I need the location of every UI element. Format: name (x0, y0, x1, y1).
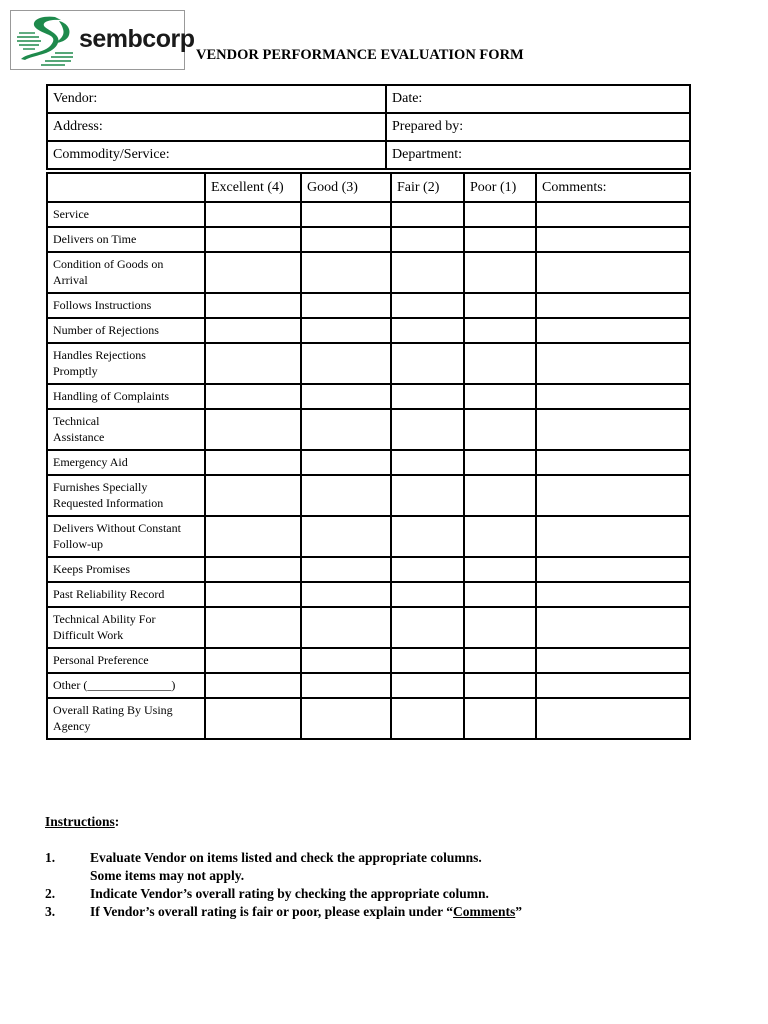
rating-cell-poor[interactable] (464, 698, 536, 739)
rating-cell-fair[interactable] (391, 582, 464, 607)
instruction-item: 2. Indicate Vendor’s overall rating by checking the appropriate column. (45, 886, 489, 901)
criteria-row (47, 673, 690, 698)
rating-cell-good[interactable] (301, 202, 391, 227)
criteria-label: Technical Ability For Difficult Work (47, 607, 205, 648)
criteria-label: Delivers on Time (47, 227, 205, 252)
criteria-row (47, 475, 690, 516)
department-field[interactable]: Department: (386, 141, 690, 169)
rating-cell-comments[interactable] (536, 343, 690, 384)
rating-cell-excellent[interactable] (205, 409, 301, 450)
date-field[interactable]: Date: (386, 85, 690, 113)
criteria-row (47, 252, 690, 293)
criteria-label: Furnishes Specially Requested Information (47, 475, 205, 516)
prepared-by-field[interactable]: Prepared by: (386, 113, 690, 141)
criteria-row (47, 318, 690, 343)
rating-cell-poor[interactable] (464, 450, 536, 475)
rating-cell-poor[interactable] (464, 607, 536, 648)
header-fields-table (46, 84, 691, 170)
vendor-field[interactable]: Vendor: (47, 85, 386, 113)
criteria-row (47, 202, 690, 227)
rating-cell-comments[interactable] (536, 673, 690, 698)
rating-cell-comments[interactable] (536, 582, 690, 607)
commodity-service-field[interactable]: Commodity/Service: (47, 141, 386, 169)
rating-cell-comments[interactable] (536, 557, 690, 582)
rating-cell-fair[interactable] (391, 252, 464, 293)
address-field[interactable]: Address: (47, 113, 386, 141)
rating-cell-fair[interactable] (391, 475, 464, 516)
instruction-item: 3. If Vendor’s overall rating is fair or poor, please explain under “Comments” (45, 904, 523, 919)
rating-cell-comments[interactable] (536, 648, 690, 673)
criteria-label: Past Reliability Record (47, 582, 205, 607)
rating-table (46, 172, 691, 740)
rating-cell-fair[interactable] (391, 293, 464, 318)
criteria-label: Personal Preference (47, 648, 205, 673)
rating-cell-good[interactable] (301, 648, 391, 673)
rating-cell-comments[interactable] (536, 293, 690, 318)
rating-cell-good[interactable] (301, 475, 391, 516)
rating-cell-fair[interactable] (391, 607, 464, 648)
instruction-item: 1. Evaluate Vendor on items listed and check the appropriate columns. Some items may not apply. (45, 850, 482, 883)
rating-cell-excellent[interactable] (205, 343, 301, 384)
criteria-row (47, 343, 690, 384)
rating-cell-comments[interactable] (536, 698, 690, 739)
rating-cell-poor[interactable] (464, 293, 536, 318)
comments-reference: Comments (453, 904, 516, 919)
rating-cell-fair[interactable] (391, 557, 464, 582)
rating-cell-excellent[interactable] (205, 227, 301, 252)
rating-cell-excellent[interactable] (205, 475, 301, 516)
rating-cell-good[interactable] (301, 450, 391, 475)
rating-cell-comments[interactable] (536, 252, 690, 293)
rating-cell-excellent[interactable] (205, 202, 301, 227)
rating-cell-excellent[interactable] (205, 516, 301, 557)
rating-cell-good[interactable] (301, 384, 391, 409)
criteria-row (47, 582, 690, 607)
sembcorp-logo (10, 10, 195, 70)
rating-cell-fair[interactable] (391, 318, 464, 343)
rating-cell-good[interactable] (301, 557, 391, 582)
rating-cell-excellent[interactable] (205, 698, 301, 739)
rating-cell-excellent[interactable] (205, 293, 301, 318)
rating-cell-poor[interactable] (464, 227, 536, 252)
rating-cell-good[interactable] (301, 698, 391, 739)
rating-cell-good[interactable] (301, 607, 391, 648)
rating-cell-excellent[interactable] (205, 607, 301, 648)
rating-cell-fair[interactable] (391, 516, 464, 557)
brand-name: sembcorp (79, 25, 195, 53)
rating-cell-fair[interactable] (391, 202, 464, 227)
criteria-row (47, 607, 690, 648)
rating-cell-poor[interactable] (464, 384, 536, 409)
criteria-label: Condition of Goods on Arrival (47, 252, 205, 293)
criteria-label: Overall Rating By Using Agency (47, 698, 205, 739)
rating-cell-excellent[interactable] (205, 673, 301, 698)
rating-cell-comments[interactable] (536, 384, 690, 409)
rating-cell-good[interactable] (301, 343, 391, 384)
rating-cell-good[interactable] (301, 293, 391, 318)
column-header-excellent: Excellent (4) (205, 173, 301, 202)
rating-cell-comments[interactable] (536, 318, 690, 343)
rating-cell-comments[interactable] (536, 202, 690, 227)
criteria-label: Other (______________) (47, 673, 205, 698)
rating-cell-good[interactable] (301, 673, 391, 698)
criteria-header (47, 173, 205, 202)
rating-cell-poor[interactable] (464, 673, 536, 698)
criteria-row (47, 698, 690, 739)
rating-cell-excellent[interactable] (205, 648, 301, 673)
rating-cell-fair[interactable] (391, 673, 464, 698)
criteria-row (47, 450, 690, 475)
rating-cell-poor[interactable] (464, 252, 536, 293)
criteria-label: Service (47, 202, 205, 227)
rating-cell-fair[interactable] (391, 409, 464, 450)
criteria-row (47, 648, 690, 673)
column-header-fair: Fair (2) (391, 173, 464, 202)
rating-cell-good[interactable] (301, 409, 391, 450)
instructions-heading: Instructions (45, 814, 115, 829)
criteria-label: Handling of Complaints (47, 384, 205, 409)
rating-cell-comments[interactable] (536, 409, 690, 450)
criteria-label: Follows Instructions (47, 293, 205, 318)
rating-cell-excellent[interactable] (205, 582, 301, 607)
rating-cell-comments[interactable] (536, 607, 690, 648)
rating-cell-excellent[interactable] (205, 318, 301, 343)
criteria-row (47, 409, 690, 450)
instructions: Instructions: 1. Evaluate Vendor on items listed and check the appropriate columns. Some items may not apply. 2. Indicate Vendor’s overall rating by checking the appropriate column. 3. If Vendor’s overall rating is fair or poor, please explain under “Comments” (45, 813, 735, 921)
column-header-comments: Comments: (536, 173, 690, 202)
rating-cell-poor[interactable] (464, 202, 536, 227)
rating-cell-fair[interactable] (391, 698, 464, 739)
rating-cell-good[interactable] (301, 516, 391, 557)
rating-cell-good[interactable] (301, 227, 391, 252)
rating-cell-excellent[interactable] (205, 557, 301, 582)
rating-cell-good[interactable] (301, 582, 391, 607)
rating-cell-poor[interactable] (464, 409, 536, 450)
rating-cell-fair[interactable] (391, 343, 464, 384)
rating-cell-poor[interactable] (464, 516, 536, 557)
rating-cell-poor[interactable] (464, 343, 536, 384)
rating-cell-excellent[interactable] (205, 252, 301, 293)
sembcorp-swoosh-icon (15, 13, 77, 69)
rating-cell-poor[interactable] (464, 648, 536, 673)
criteria-row (47, 293, 690, 318)
criteria-label: Keeps Promises (47, 557, 205, 582)
column-header-poor: Poor (1) (464, 173, 536, 202)
form-title: VENDOR PERFORMANCE EVALUATION FORM (196, 47, 524, 63)
rating-cell-good[interactable] (301, 318, 391, 343)
criteria-label: Emergency Aid (47, 450, 205, 475)
criteria-label: Number of Rejections (47, 318, 205, 343)
criteria-row (47, 384, 690, 409)
column-header-good: Good (3) (301, 173, 391, 202)
criteria-label: Technical Assistance (47, 409, 205, 450)
criteria-row (47, 557, 690, 582)
rating-cell-poor[interactable] (464, 582, 536, 607)
rating-cell-excellent[interactable] (205, 384, 301, 409)
rating-cell-excellent[interactable] (205, 450, 301, 475)
rating-cell-poor[interactable] (464, 318, 536, 343)
criteria-row (47, 227, 690, 252)
rating-cell-poor[interactable] (464, 475, 536, 516)
rating-cell-poor[interactable] (464, 557, 536, 582)
rating-cell-fair[interactable] (391, 227, 464, 252)
criteria-row (47, 516, 690, 557)
rating-cell-fair[interactable] (391, 648, 464, 673)
rating-cell-comments[interactable] (536, 475, 690, 516)
rating-cell-comments[interactable] (536, 516, 690, 557)
rating-cell-comments[interactable] (536, 450, 690, 475)
criteria-label: Delivers Without Constant Follow-up (47, 516, 205, 557)
rating-cell-fair[interactable] (391, 450, 464, 475)
rating-cell-fair[interactable] (391, 384, 464, 409)
rating-cell-good[interactable] (301, 252, 391, 293)
criteria-label: Handles Rejections Promptly (47, 343, 205, 384)
rating-cell-comments[interactable] (536, 227, 690, 252)
other-blank-field[interactable]: ______________ (87, 677, 172, 692)
